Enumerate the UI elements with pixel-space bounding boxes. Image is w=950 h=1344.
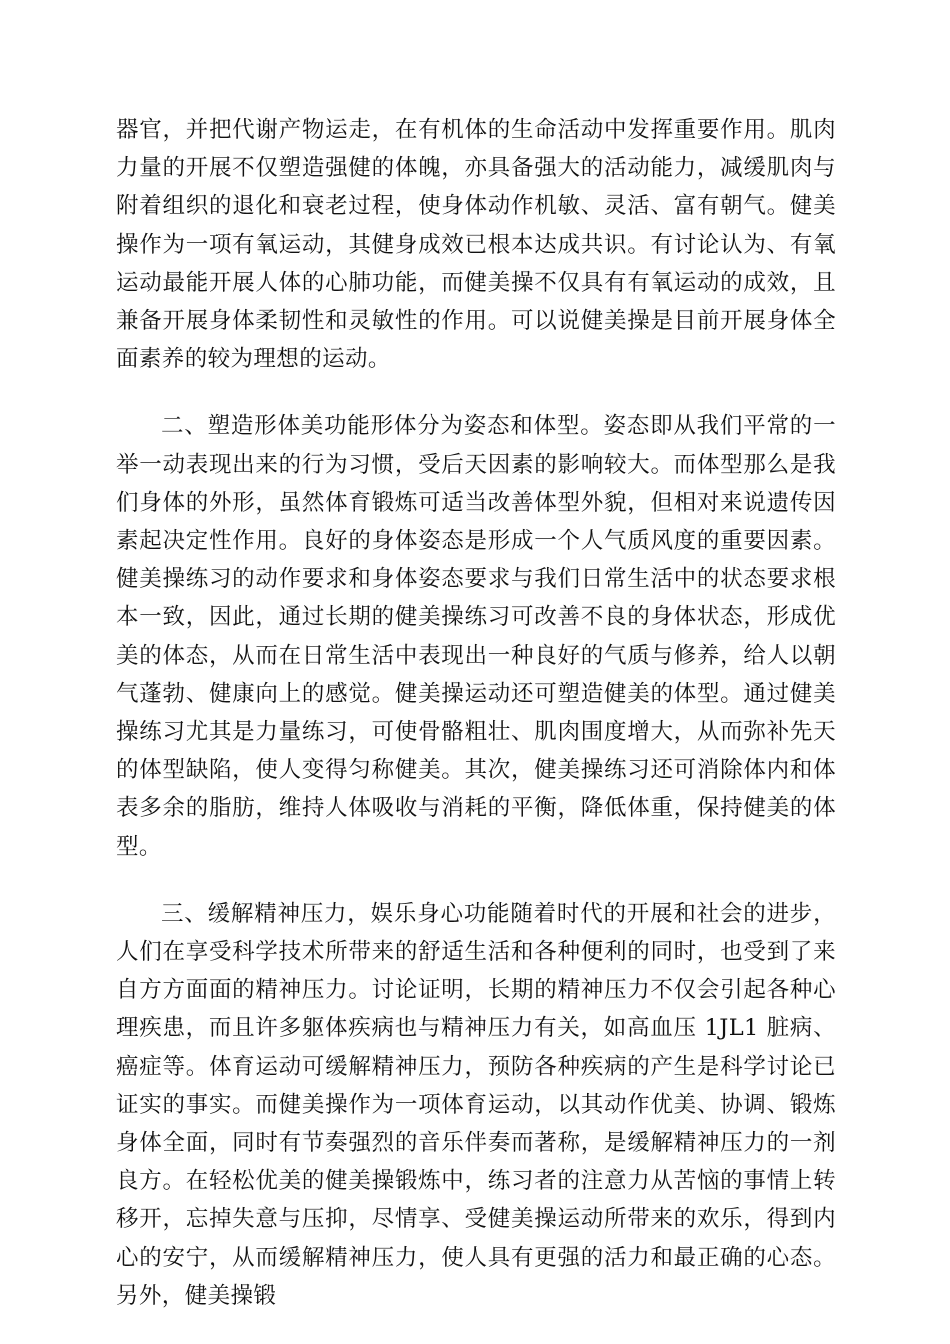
paragraph-continued: 器官，并把代谢产物运走，在有机体的生命活动中发挥重要作用。肌肉力量的开展不仅塑造强健的体魄，亦具备强大的活动能力，减缓肌肉与附着组织的退化和衰老过程，使身体动作机敏、灵活、富有朝气。健美操作为一项有氧运动，其健身成效已根本达成共识。有讨论认为、有氧运动最能开展人体的心肺功能，而健美操不仅具有有氧运动的成效，且兼备开展身体柔韧性和灵敏性的作用。可以说健美操是目前开展身体全面素养的较为理想的运动。 [116, 117, 836, 373]
document-body [116, 111, 836, 1315]
paragraph-section-two: 二、塑造形体美功能形体分为姿态和体型。姿态即从我们平常的一举一动表现出来的行为习惯，受后天因素的影响较大。而体型那么是我们身体的外形，虽然体育锻炼可适当改善体型外貌，但相对来说遗传因素起决定性作用。良好的身体姿态是形成一个人气质风度的重要因素。健美操练习的动作要求和身体姿态要求与我们日常生活中的状态要求根本一致，因此，通过长期的健美操练习可改善不良的身体状态，形成优美的体态，从而在日常生活中表现出一种良好的气质与修养，给人以朝气蓬勃、健康向上的感觉。健美操运动还可塑造健美的体型。通过健美操练习尤其是力量练习，可使骨骼粗壮、肌肉围度增大，从而弥补先天的体型缺陷，使人变得匀称健美。其次，健美操练习还可消除体内和体表多余的脂肪，维持人体吸收与消耗的平衡，降低体重，保持健美的体型。 [116, 413, 836, 860]
paragraph-section-three: 三、缓解精神压力，娱乐身心功能随着时代的开展和社会的进步，人们在享受科学技术所带来的舒适生活和各种便利的同时，也受到了来自方方面面的精神压力。讨论证明，长期的精神压力不仅会引起各种心理疾患，而且许多躯体疾病也与精神压力有关，如高血压 1JL1 脏病、癌症等。体育运动可缓解精神压力，预防各种疾病的产生是科学讨论已证实的事实。而健美操作为一项体育运动，以其动作优美、协调、锻炼身体全面，同时有节奏强烈的音乐伴奏而著称，是缓解精神压力的一剂良方。在轻松优美的健美操锻炼中，练习者的注意力从苦恼的事情上转移开，忘掉失意与压抑，尽情享、受健美操运动所带来的欢乐，得到内心的安宁，从而缓解精神压力，使人具有更强的活力和最正确的心态。另外，健美操锻 [116, 900, 836, 1309]
